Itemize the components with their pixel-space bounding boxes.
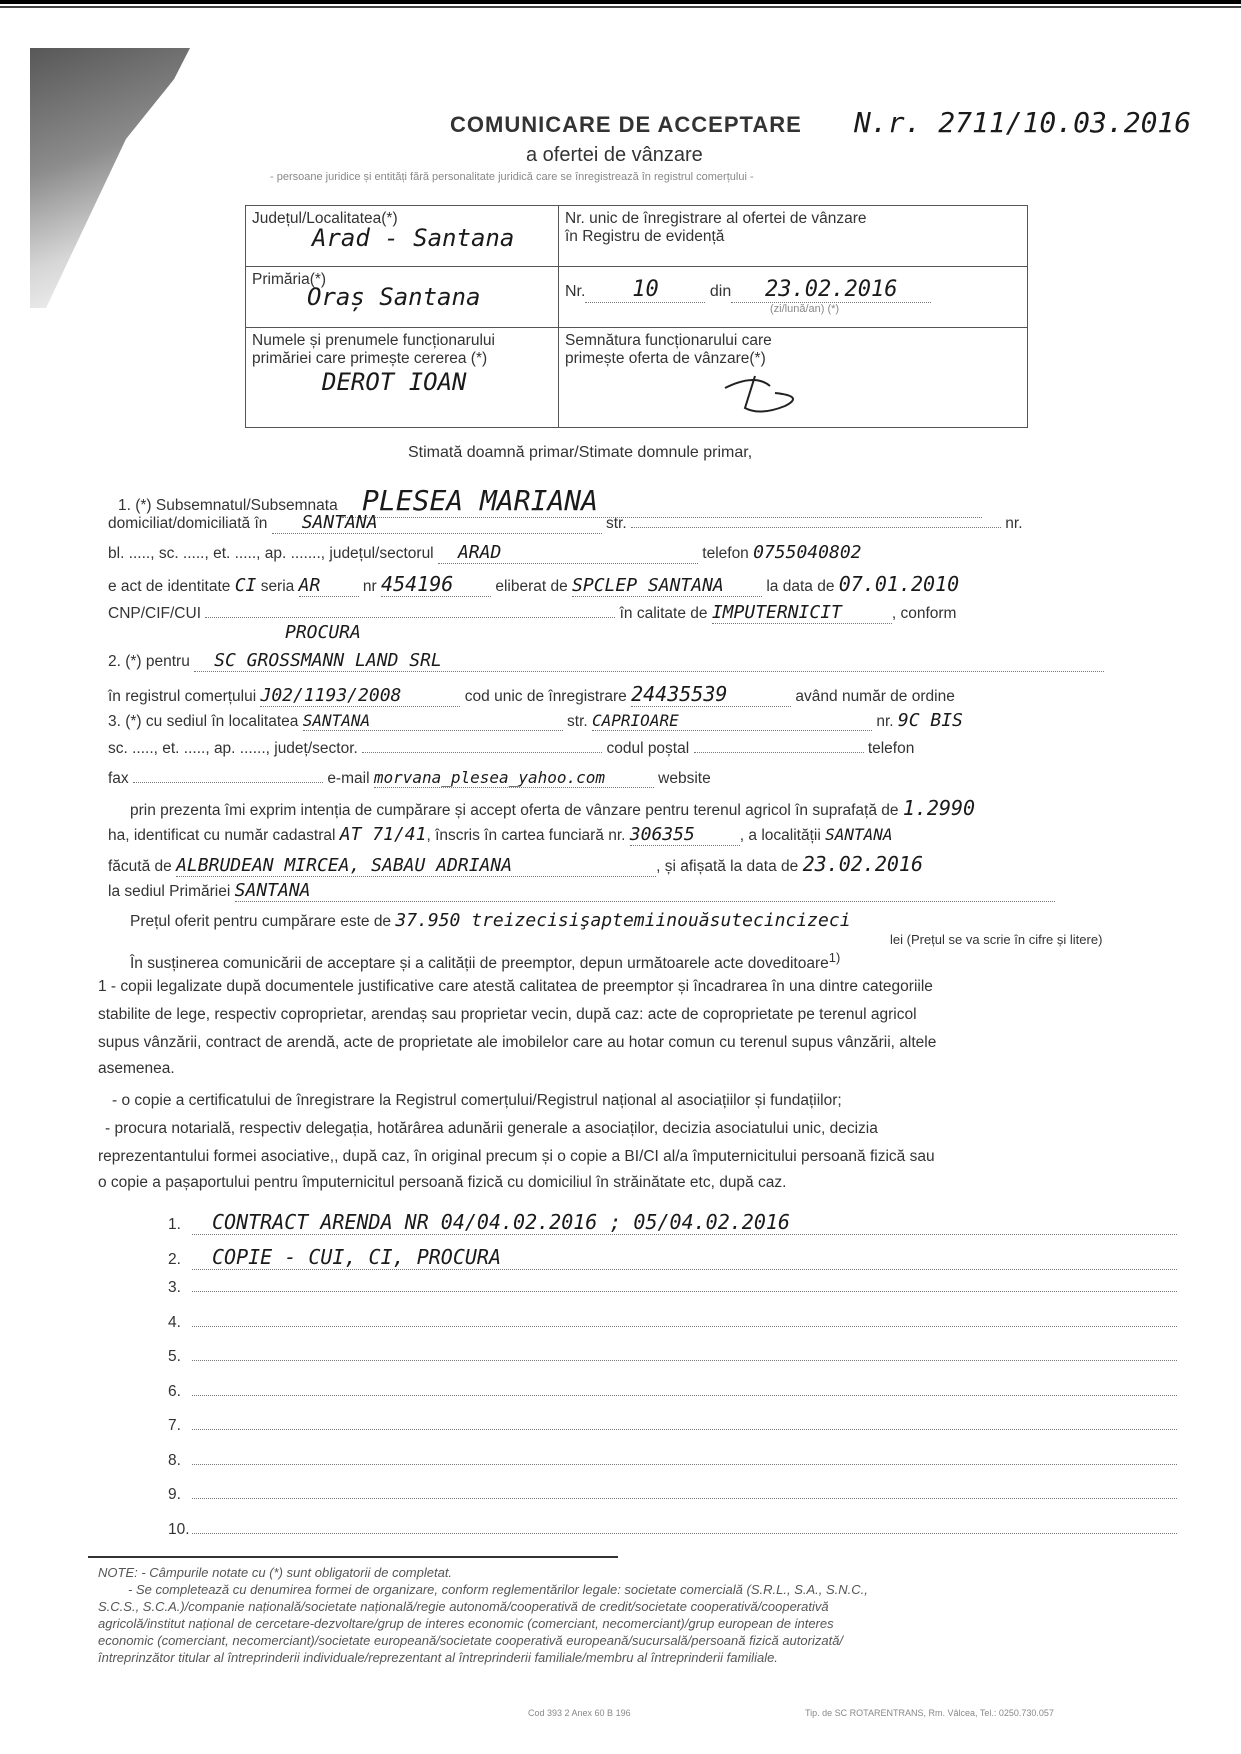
sc-label: sc. ....., et. ....., ap. ......, județ/sector. (108, 740, 358, 757)
act-type-value: CI (234, 575, 257, 596)
facuta-label: făcută de (108, 858, 172, 875)
list-item (168, 1417, 1177, 1435)
page-title: COMUNICARE DE ACCEPTARE (450, 112, 802, 137)
judet-sector-value: ARAD (438, 542, 698, 564)
email-value: morvana_plesea_yahoo.com (374, 768, 654, 788)
form-line-10 (108, 768, 711, 788)
localitate-value: SANTANA (825, 825, 893, 844)
calitate-value: IMPUTERNICIT (712, 602, 892, 624)
list-item (168, 1383, 1177, 1401)
note-line-2: - Se completează cu denumirea formei de organizare, conform reglementărilor legale: societate comercială (S.R.L., S.A., S.N.C., (128, 1582, 868, 1597)
list-item-value (192, 1291, 1177, 1292)
note-line-1: NOTE: - Câmpurile notate cu (*) sunt obligatorii de completat. (98, 1565, 453, 1580)
din-label: din (709, 283, 732, 300)
list-item-value (192, 1533, 1177, 1534)
conform-label: , conform (891, 605, 957, 622)
intent-paragraph (130, 796, 975, 820)
cod-postal-label: codul poștal (606, 740, 690, 757)
sign-label-1: Semnătura funcționarului care (565, 332, 772, 349)
sustinere-text: În susținerea comunicării de acceptare și a calității de preemptor, depun următoarele acte doveditoare (130, 955, 829, 973)
data-act-label: la data de (766, 578, 835, 595)
afisata-value: 23.02.2016 (802, 852, 923, 876)
sediu-value: SANTANA (303, 711, 563, 731)
carte-funciara-label: , înscris în cartea funciară nr. (426, 827, 626, 844)
calitate-label: în calitate de (619, 605, 708, 622)
telefon-value: 0755040802 (753, 542, 862, 563)
pret-note: lei (Prețul se va scrie în cifre și litere) (890, 932, 1103, 947)
sediu-primariei-line (108, 880, 1055, 902)
din-value: 23.02.2016 (731, 277, 931, 303)
list-item-number: 10. (168, 1520, 190, 1538)
judet-value: Arad - Santana (312, 224, 515, 252)
reg-label-1: Nr. unic de înregistrare al ofertei de vânzare (565, 210, 867, 227)
list-item-value (192, 1395, 1177, 1396)
pret-label: Prețul oferit pentru cumpărare este de (130, 913, 392, 930)
docs-p3: supus vânzării, contract de arendă, acte de proprietate ale imobilelor care au hotar comun cu terenul supus vânzării, altele (98, 1034, 937, 1051)
registrul-label: în registrul comerțului (108, 688, 257, 705)
cod-unic-value: 24435539 (631, 682, 791, 707)
cadastral-line (108, 824, 893, 846)
sediu-str-value: CAPRIOARE (592, 711, 872, 731)
seria-value: AR (299, 575, 359, 597)
docs-p1: 1 - copii legalizate după documentele justificative care atestă calitatea de preemptor și încadrarea în una dintre categoriile (98, 978, 933, 995)
intent-text: prin prezenta îmi exprim intenția de cumpărare și accept oferta de vânzare pentru terenul agricol în suprafață de (130, 802, 899, 819)
email-label: e-mail (327, 770, 370, 787)
sediu-nr-label: nr. (876, 713, 894, 730)
note-line-6: întreprinzător titular al întreprinderii individuale/reprezentant al întreprinderii familiale/membru al întreprinderii familiale. (98, 1650, 778, 1665)
primaria-cell (246, 267, 559, 328)
docs-p7: reprezentantului formei asociative,, după caz, în original precum și o copie a BI/CI al/a împuternicitului persoană fizică sau (98, 1148, 935, 1165)
list-item-number: 8. (168, 1451, 181, 1469)
list-item-number: 4. (168, 1313, 181, 1331)
scope-note: - persoane juridice și entități fără personalitate juridică care se înregistrează în registrul comerțului - (270, 171, 754, 183)
list-item (168, 1279, 1177, 1297)
primaria-label: Primăria(*) (252, 271, 327, 288)
sign-label-2: primește oferta de vânzare(*) (565, 350, 766, 367)
subsemnatul-value: PLESEA MARIANA (342, 484, 982, 518)
footer-code: Cod 393 2 Anex 60 B 196 (528, 1708, 631, 1718)
registration-box (245, 205, 1028, 428)
note-line-5: economic (comerciant, necomerciant)/societate europeană/societate cooperativă europeană/sucursală/persoană fizică autorizată/ (98, 1633, 844, 1648)
handwritten-registration: N.r. 2711/10.03.2016 (854, 106, 1192, 139)
list-item (168, 1348, 1177, 1366)
docs-p8: o copie a pașaportului pentru împuternicitul persoană fizică cu domiciliul în străinătate etc, după caz. (98, 1174, 787, 1191)
act-identitate-label: e act de identitate (108, 578, 231, 595)
registrul-value: J02/1193/2008 (260, 685, 460, 707)
cadastral-value: AT 71/41 (339, 824, 427, 845)
list-item (168, 1452, 1177, 1470)
reg-cell (559, 206, 1028, 267)
list-item-value: COPIE - CUI, CI, PROCURA (192, 1245, 1177, 1270)
data-act-value: 07.01.2010 (838, 572, 960, 596)
page-subtitle: a ofertei de vânzare (526, 144, 703, 166)
list-item-value (192, 1360, 1177, 1361)
list-item (168, 1521, 1177, 1539)
functionar-label-1: Numele și prenumele funcționarului (252, 332, 495, 349)
reg-label-2: în Registru de evidență (565, 228, 725, 245)
signature-mark (715, 368, 835, 418)
form-line-7 (108, 682, 955, 707)
domiciliu-value: SANTANA (272, 512, 602, 534)
nr-act-label: nr (362, 578, 377, 595)
list-item-number: 6. (168, 1382, 181, 1400)
date-hint: (zi/lună/an) (*) (770, 303, 840, 315)
cadastral-label: ha, identificat cu număr cadastral (108, 827, 336, 844)
sediu-label: 3. (*) cu sediul în localitatea (108, 713, 299, 730)
list-item-number: 3. (168, 1279, 181, 1296)
subsemnatul-label: 1. (*) Subsemnatul/Subsemnata (118, 497, 338, 514)
domiciliu-label: domiciliat/domiciliată în (108, 515, 268, 532)
nr-act-value: 454196 (381, 572, 491, 597)
list-item-value (192, 1429, 1177, 1430)
cod-unic-label: cod unic de înregistrare (464, 688, 627, 705)
salutation: Stimată doamnă primar/Stimate domnule primar, (408, 444, 753, 461)
list-item-number: 9. (168, 1486, 181, 1503)
form-line-2 (108, 512, 1023, 534)
suprafata-value: 1.2990 (902, 796, 976, 820)
carte-funciara-value: 306355 (630, 824, 740, 846)
scan-fold-shadow (30, 48, 190, 308)
sediu-str-label: str. (567, 713, 588, 730)
telefon-label: telefon (702, 545, 749, 562)
docs-p6: - procura notarială, respectiv delegația, hotărârea adunării generale a asociaților, decizia asociatului unic, decizia (105, 1120, 878, 1137)
procura-value: PROCURA (285, 622, 361, 643)
vanzatori-value: ALBRUDEAN MIRCEA, SABAU ADRIANA (176, 855, 656, 877)
sign-cell (559, 328, 1028, 428)
facuta-line (108, 852, 923, 877)
form-line-4 (108, 572, 959, 597)
form-line-8 (108, 710, 963, 731)
pentru-label: 2. (*) pentru (108, 653, 190, 670)
website-label: website (658, 770, 711, 787)
nr-prefix: Nr. (565, 283, 586, 300)
note-line-4: agricolă/institut național de cercetare-dezvoltare/grup de interes economic (comerciant, necomerciant)/grup european de interes (98, 1616, 834, 1631)
footer-printer: Tip. de SC ROTARENTRANS, Rm. Vâlcea, Tel.: 0250.730.057 (805, 1708, 1054, 1718)
list-item-value: CONTRACT ARENDA NR 04/04.02.2016 ; 05/04.02.2016 (192, 1210, 1177, 1235)
sediu-nr-value: 9C BIS (897, 710, 963, 731)
fax-label: fax (108, 770, 129, 787)
sustinere-line (130, 950, 840, 973)
localitate-label: , a localității (739, 827, 821, 844)
note-line-3: S.C.S., S.C.A.)/companie națională/societate națională/regie autonomă/cooperativă de credit/societate cooperativă/cooperativă (98, 1599, 829, 1614)
afisata-label: , și afișată la data de (656, 858, 799, 875)
nr-value: 10 (585, 277, 705, 303)
list-item (168, 1314, 1177, 1332)
list-item-number: 2. (168, 1250, 181, 1268)
docs-p2: stabilite de lege, respectiv coproprietar, arendaș sau proprietar vecin, după caz: acte de coproprietate pe terenul agricol (98, 1006, 917, 1023)
telefon2-label: telefon (867, 740, 915, 757)
eliberat-value: SPCLEP SANTANA (572, 575, 762, 597)
bl-label: bl. ....., sc. ....., et. ....., ap. ......., județul/sectorul (108, 545, 434, 562)
str-label: str. (606, 515, 627, 532)
list-item (168, 1486, 1177, 1504)
pentru-value: SC GROSSMANN LAND SRL (194, 650, 1104, 672)
judet-cell (246, 206, 559, 267)
functionar-label-2: primăriei care primește cererea (*) (252, 350, 488, 367)
list-item-number: 7. (168, 1417, 181, 1434)
pret-line (130, 910, 851, 931)
form-line-9 (108, 740, 914, 758)
sediu-primariei-label: la sediul Primăriei (108, 883, 231, 900)
form-line-5 (108, 602, 956, 624)
sediu-primariei-value: SANTANA (235, 880, 1055, 902)
list-item-number: 5. (168, 1348, 181, 1365)
nr-label: nr. (1005, 515, 1023, 532)
nr-cell (559, 267, 1028, 328)
list-item-number: 1. (168, 1216, 181, 1233)
nr-line (565, 277, 1021, 303)
pret-value: 37.950 treizecisişaptemiinouăsutecincizeci (395, 910, 851, 931)
judet-label: Județul/Localitatea(*) (252, 210, 398, 227)
numar-ordine-label: având număr de ordine (795, 688, 955, 705)
form-line-6 (108, 650, 1104, 672)
footnote-ref: 1) (828, 950, 841, 965)
list-item-value (192, 1326, 1177, 1327)
note-divider (88, 1556, 618, 1558)
scan-top-border (0, 0, 1241, 10)
functionar-cell (246, 328, 559, 428)
primaria-value: Oraș Santana (307, 283, 481, 311)
note-block (98, 1564, 868, 1666)
list-item-value (192, 1498, 1177, 1499)
form-line-3 (108, 542, 862, 564)
list-item-value (192, 1464, 1177, 1465)
eliberat-label: eliberat de (495, 578, 568, 595)
list-item (168, 1210, 1177, 1235)
functionar-value: DEROT IOAN (322, 368, 467, 396)
list-item (168, 1245, 1177, 1270)
seria-label: seria (260, 578, 295, 595)
docs-p5: - o copie a certificatului de înregistrare la Registrul comerțului/Registrul național al asociațiilor și fundațiilor; (112, 1092, 842, 1109)
cnp-label: CNP/CIF/CUI (108, 605, 201, 622)
docs-p4: asemenea. (98, 1060, 175, 1077)
